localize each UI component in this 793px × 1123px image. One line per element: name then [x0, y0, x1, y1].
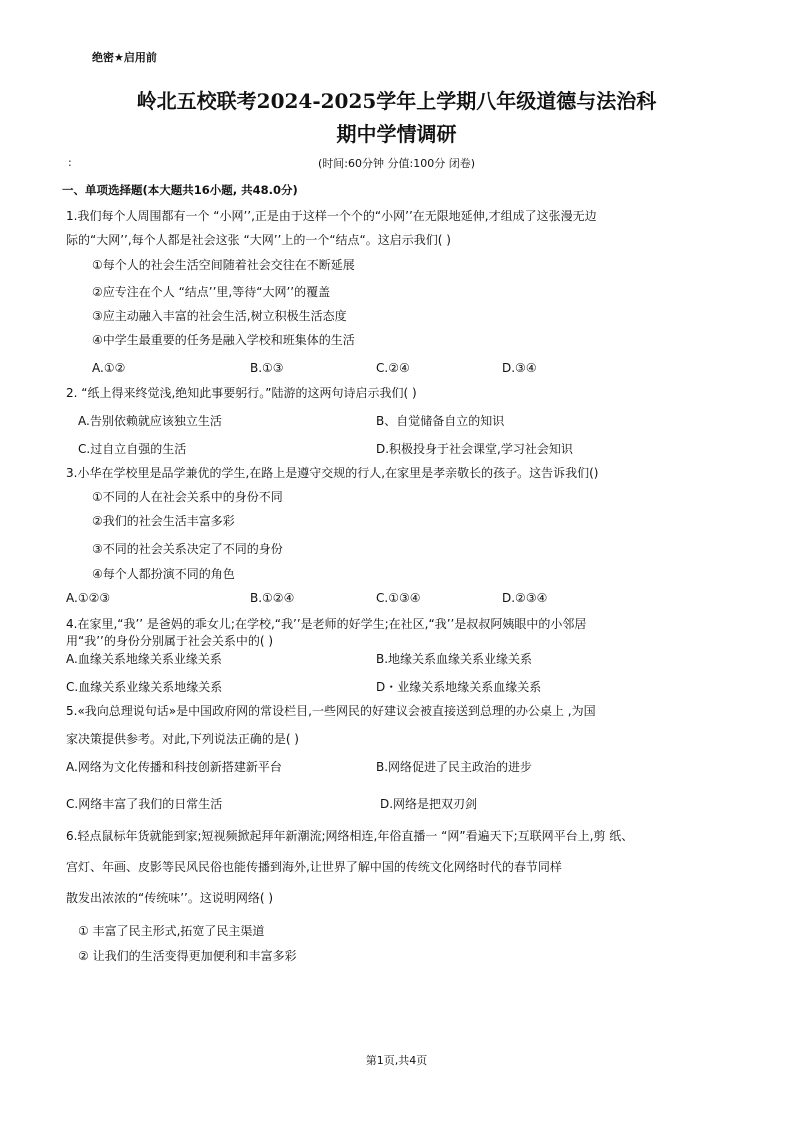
exam-info: (时间:60分钟 分值:100分 闭卷): [318, 157, 475, 170]
q1-option-c: C.②④: [376, 361, 410, 375]
q3-statement-3: ③不同的社会关系决定了不同的身份: [92, 542, 283, 556]
q2-option-c: C.过自立自强的生活: [78, 442, 187, 456]
q4-option-b: B.地缘关系血缘关系业缘关系: [376, 652, 533, 666]
page-number: 第1页,共4页: [365, 1054, 428, 1067]
q5-option-c: C.网络丰富了我们的日常生活: [66, 797, 223, 811]
q1-option-d: D.③④: [502, 361, 537, 375]
colon-mark: :: [68, 156, 72, 169]
q4-stem-line2: 用“我’’的身份分别属于社会关系中的( ): [66, 634, 274, 648]
q6-stem-line2: 宫灯、年画、皮影等民风民俗也能传播到海外,让世界了解中国的传统文化网络时代的春节同样: [66, 860, 562, 874]
q1-option-a: A.①②: [92, 361, 126, 375]
q6-stem-line1: 6.轻点鼠标年货就能到家;短视频掀起拜年新潮流;网络相连,年俗直播一 “网”看遍天下;互联网平台上,剪 纸、: [66, 829, 634, 843]
q6-stem-line3: 散发出浓浓的“传统味’’。这说明网络( ): [66, 891, 274, 905]
q6-statement-2: ② 让我们的生活变得更加便利和丰富多彩: [78, 949, 297, 963]
q3-option-d: D.②③④: [502, 591, 548, 605]
q2-stem: 2. “纸上得来终觉浅,绝知此事要躬行。”陆游的这两句诗启示我们( ): [66, 386, 417, 400]
q3-stem: 3.小华在学校里是品学兼优的学生,在路上是遵守交规的行人,在家里是孝亲敬长的孩子。这告诉我们(): [66, 466, 599, 480]
exam-title-line1: 岭北五校联考2024-2025学年上学期八年级道德与法治科: [136, 89, 657, 113]
q1-statement-2: ②应专注在个人 “结点’’里,等待“大网’’的覆盖: [92, 285, 331, 299]
q5-option-a: A.网络为文化传播和科技创新搭建新平台: [66, 760, 282, 774]
q5-option-b: B.网络促进了民主政治的进步: [376, 760, 533, 774]
q3-statement-4: ④每个人都扮演不同的角色: [92, 567, 235, 581]
q3-statement-1: ①不同的人在社会关系中的身份不同: [92, 490, 283, 504]
q3-statement-2: ②我们的社会生活丰富多彩: [92, 514, 235, 528]
exam-title-line2: 期中学情调研: [336, 122, 457, 146]
q4-option-d: D・业缘关系地缘关系血缘关系: [376, 680, 542, 694]
q1-stem-line2: 际的“大网’’,每个人都是社会这张 “大网’’上的一个“结点“。这启示我们( ): [66, 233, 451, 247]
section-heading: 一、单项选择题(本大题共16小题, 共48.0分): [62, 183, 298, 197]
secret-label: 绝密★启用前: [92, 51, 157, 64]
q1-statement-4: ④中学生最重要的任务是融入学校和班集体的生活: [92, 333, 355, 347]
q4-option-a: A.血缘关系地缘关系业缘关系: [66, 652, 222, 666]
q2-option-a: A.告别依赖就应该独立生活: [78, 414, 222, 428]
q3-option-b: B.①②④: [250, 591, 295, 605]
q4-stem-line1: 4.在家里,“我’’ 是爸妈的乖女儿;在学校,“我’’是老师的好学生;在社区,“我’’是叔叔阿姨眼中的小邻居: [66, 617, 587, 631]
q1-statement-1: ①每个人的社会生活空间随着社会交往在不断延展: [92, 258, 355, 272]
q1-stem-line1: 1.我们每个人周围都有一个 “小网’’,正是由于这样一个个的“小网’’在无限地延伸,才组成了这张漫无边: [66, 209, 597, 223]
q2-option-b: B、自觉储备自立的知识: [376, 414, 505, 428]
q4-option-c: C.血缘关系业缘关系地缘关系: [66, 680, 223, 694]
q1-statement-3: ③应主动融入丰富的社会生活,树立积极生活态度: [92, 309, 347, 323]
q6-statement-1: ① 丰富了民主形式,拓宽了民主渠道: [78, 924, 265, 938]
q1-option-b: B.①③: [250, 361, 284, 375]
q5-stem-line1: 5.«我向总理说句话»是中国政府网的常设栏目,一些网民的好建议会被直接送到总理的办公桌上 ,为国: [66, 704, 596, 718]
q5-stem-line2: 家决策提供参考。对此,下列说法正确的是( ): [66, 732, 299, 746]
q2-option-d: D.积极投身于社会课堂,学习社会知识: [376, 442, 573, 456]
q3-option-c: C.①③④: [376, 591, 421, 605]
q5-option-d: D.网络是把双刃剑: [380, 797, 478, 811]
q3-option-a: A.①②③: [66, 591, 111, 605]
